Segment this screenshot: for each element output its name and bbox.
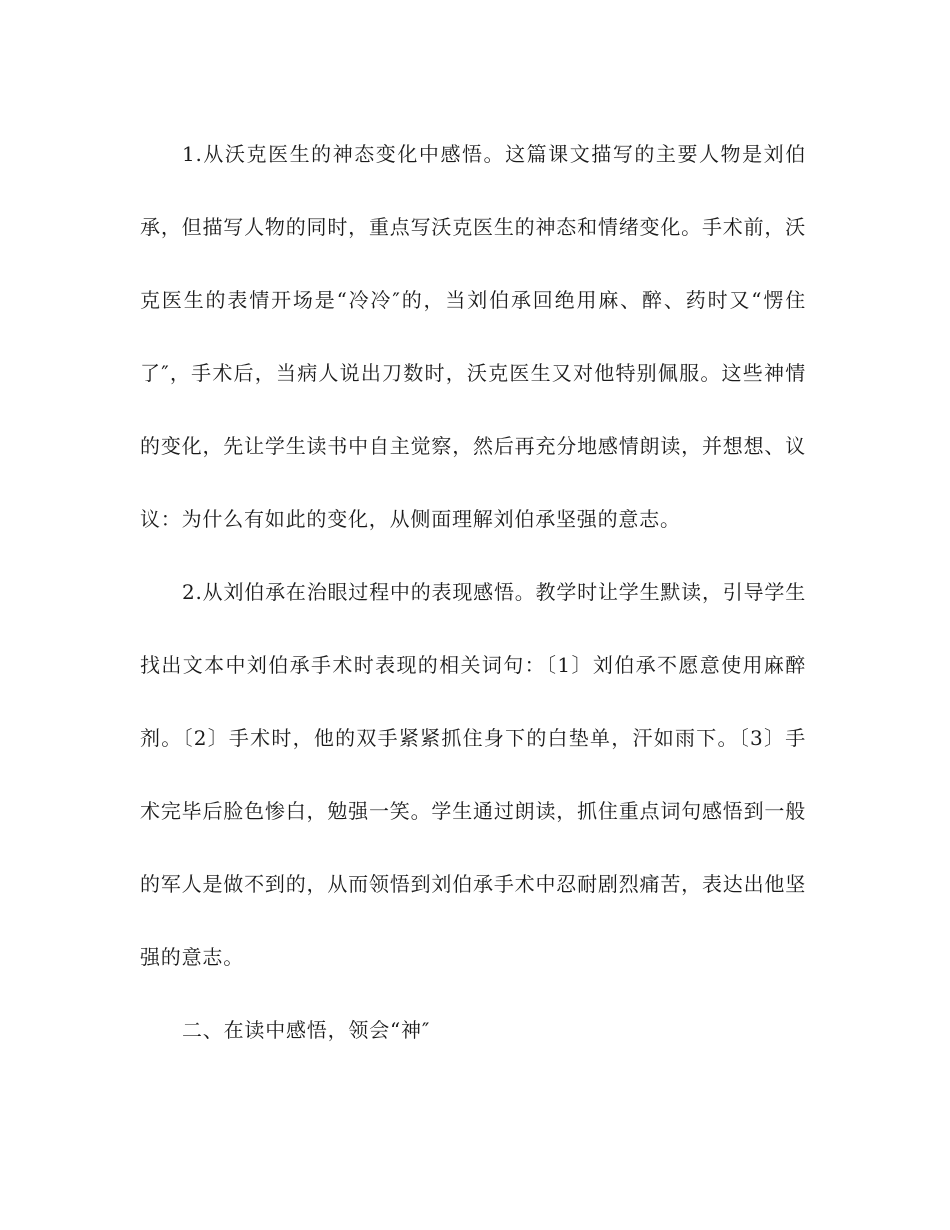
section-heading: 二、在读中感悟，领会“神″ [182, 1018, 431, 1042]
paragraph-1: 1.从沃克医生的神态变化中感悟。这篇课文描写的主要人物是刘伯承，但描写人物的同时，重点写沃克医生的神态和情绪变化。手术前，沃克医生的表情开场是“冷冷″的，当刘伯承回绝用麻、醉、药时又“愣住了″，手术后，当病人说出刀数时，沃克医生又对他特别佩服。这些神情的变化，先让学生读书中自主觉察，然后再充分地感情朗读，并想想、议议：为什么有如此的变化，从侧面理解刘伯承坚强的意志。 [140, 142, 806, 531]
document-body [140, 118, 806, 1067]
paragraph-2: 2.从刘伯承在治眼过程中的表现感悟。教学时让学生默读，引导学生找出文本中刘伯承手术时表现的相关词句：〔1〕刘伯承不愿意使用麻醉剂。〔2〕手术时，他的双手紧紧抓住身下的白垫单，汗如雨下。〔3〕手术完毕后脸色惨白，勉强一笑。学生通过朗读，抓住重点词句感悟到一般的军人是做不到的，从而领悟到刘伯承手术中忍耐剧烈痛苦，表达出他坚强的意志。 [140, 580, 806, 969]
